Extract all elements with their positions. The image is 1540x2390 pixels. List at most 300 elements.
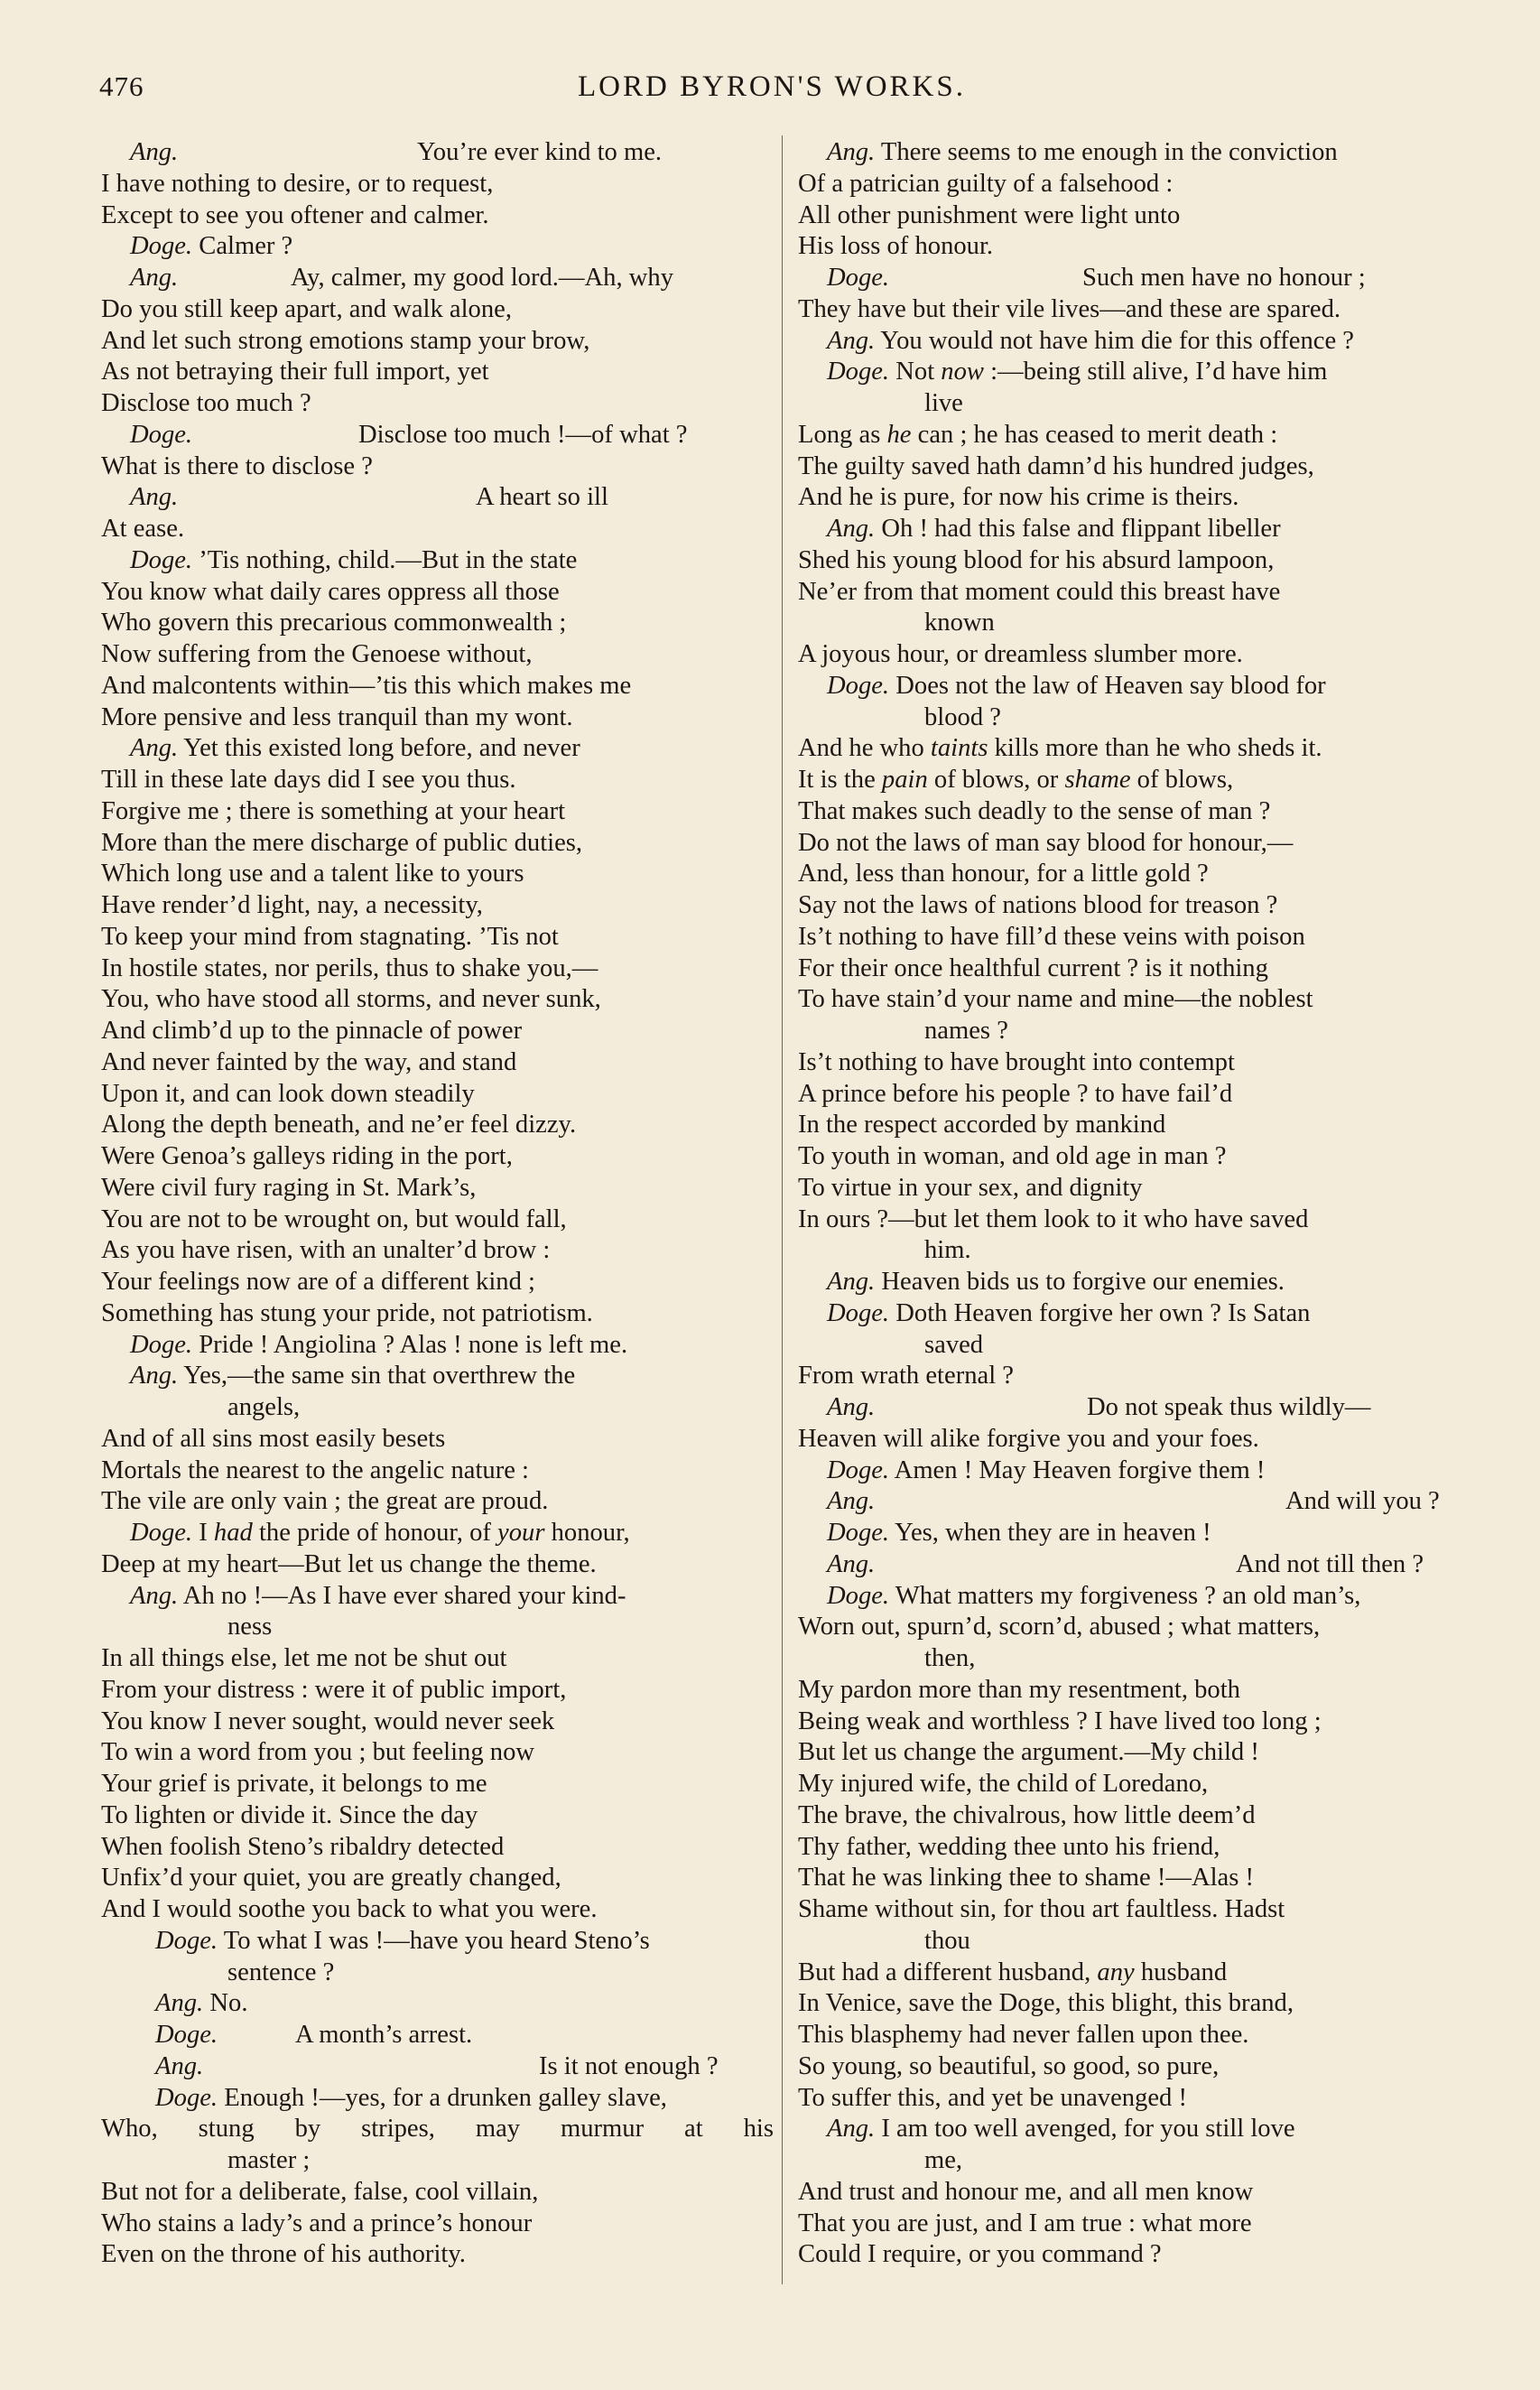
line-text: And of all sins most easily besets: [101, 1424, 446, 1453]
line-text: In ours ?—but let them look to it who have saved: [798, 1204, 1309, 1233]
verse-line: [101, 984, 774, 1016]
line-text: From your distress : were it of public import,: [101, 1675, 567, 1704]
verse-line: [798, 1675, 1480, 1706]
verse-line: [101, 1832, 774, 1864]
line-text: honour,: [544, 1519, 630, 1547]
verse-line: [101, 1047, 774, 1079]
line-text: Is’t nothing to have fill’d these veins with poison: [798, 922, 1305, 951]
line-text: Forgive me ; there is something at your heart: [101, 796, 566, 825]
speaker-name: Doge.: [827, 671, 890, 700]
speaker-name: Ang.: [155, 2051, 204, 2080]
verse-line: [798, 984, 1480, 1016]
line-text: Thy father, wedding thee unto his friend,: [798, 1832, 1220, 1861]
verse-line: [101, 1267, 774, 1298]
line-text: Disclose too much ?: [101, 389, 311, 417]
line-text: Amen ! May Heaven forgive them !: [889, 1455, 1266, 1484]
speaker-name: Doge.: [827, 1455, 890, 1484]
line-text: Disclose too much !—of what ?: [358, 420, 688, 449]
verse-line: [101, 231, 774, 263]
verse-line: [101, 451, 774, 483]
line-text: In hostile states, nor perils, thus to shake you,—: [101, 953, 598, 982]
verse-line: [101, 514, 774, 545]
speaker-name: Ang.: [827, 326, 876, 355]
line-text: From wrath eternal ?: [798, 1362, 1014, 1390]
line-text: To win a word from you ; but feeling now: [101, 1738, 535, 1767]
verse-line: [101, 2051, 774, 2083]
line-text: thou: [924, 1926, 970, 1955]
line-text: of blows,: [1130, 766, 1234, 794]
page-number: 476: [99, 70, 144, 102]
line-text: Shame without sin, for thou art faultless. Hadst: [798, 1895, 1285, 1923]
verse-line: [798, 2145, 1480, 2177]
line-text: What matters my forgiveness ? an old man’s,: [889, 1581, 1361, 1610]
verse-line: [798, 1549, 1480, 1581]
verse-line: [101, 890, 774, 922]
verse-line: [101, 2145, 774, 2177]
verse-line: [101, 922, 774, 953]
line-text: In Venice, save the Doge, this blight, this brand,: [798, 1989, 1294, 2018]
line-text: Such men have no honour ;: [1082, 264, 1366, 292]
line-text: You know what daily cares oppress all those: [101, 577, 560, 606]
line-text: In all things else, let me not be shut out: [101, 1644, 507, 1672]
verse-line: [101, 1863, 774, 1894]
line-text: And never fainted by the way, and stand: [101, 1047, 517, 1076]
line-text: can ; he has ceased to merit death :: [911, 420, 1278, 449]
line-text: :—being still alive, I’d have him: [983, 358, 1328, 386]
emphasis: shame: [1064, 766, 1131, 794]
speaker-name: Doge.: [130, 232, 193, 261]
line-text: Heaven will alike forgive you and your foes.: [798, 1424, 1259, 1453]
verse-line: [101, 137, 774, 169]
verse-line: [798, 1518, 1480, 1549]
running-head: LORD BYRON'S WORKS.: [578, 70, 966, 103]
verse-line: [798, 702, 1480, 734]
line-text: It is the: [798, 766, 882, 794]
line-text: A month’s arrest.: [295, 2021, 473, 2049]
line-text: The guilty saved hath damn’d his hundred judges,: [798, 451, 1314, 480]
verse-line: [798, 1455, 1480, 1487]
line-text: The brave, the chivalrous, how little deem’d: [798, 1800, 1256, 1829]
line-text: Deep at my heart—But let us change the theme.: [101, 1549, 597, 1578]
speaker-name: Doge.: [827, 1581, 890, 1610]
line-text: Doth Heaven forgive her own ? Is Satan: [889, 1298, 1311, 1327]
line-text: And trust and honour me, and all men know: [798, 2177, 1254, 2206]
line-text: Who govern this precarious commonwealth ;: [101, 609, 567, 637]
line-text: the pride of honour, of: [252, 1519, 498, 1547]
verse-line: [101, 357, 774, 388]
line-text: There seems to me enough in the conviction: [875, 138, 1338, 166]
line-text: To virtue in your sex, and dignity: [798, 1173, 1143, 1202]
verse-line: [798, 2051, 1480, 2083]
line-text: To keep your mind from stagnating. ’Tis not: [101, 922, 559, 951]
verse-line: [798, 1706, 1480, 1738]
verse-line: [798, 263, 1480, 294]
verse-line: [798, 2020, 1480, 2051]
line-text: A heart so ill: [476, 483, 608, 512]
line-text: Long as: [798, 420, 887, 449]
verse-line: [798, 796, 1480, 828]
verse-line: [798, 137, 1480, 169]
speaker-name: Doge.: [130, 1519, 193, 1547]
verse-line: [101, 733, 774, 765]
line-text: Even on the throne of his authority.: [101, 2240, 466, 2269]
speaker-name: Ang.: [130, 1581, 179, 1610]
speaker-name: Ang.: [130, 734, 179, 763]
verse-line: [101, 388, 774, 420]
verse-line: [101, 1110, 774, 1141]
line-text: All other punishment were light unto: [798, 200, 1181, 229]
speaker-name: Doge.: [827, 1298, 890, 1327]
verse-line: [798, 514, 1480, 545]
verse-line: [101, 1581, 774, 1613]
line-text: Upon it, and can look down steadily: [101, 1079, 475, 1108]
line-text: live: [924, 389, 963, 417]
verse-line: [101, 796, 774, 828]
verse-line: [798, 1079, 1480, 1111]
line-text: kills more than he who sheds it.: [988, 734, 1322, 763]
line-text: Worn out, spurn’d, scorn’d, abused ; what matters,: [798, 1613, 1321, 1641]
emphasis: taints: [930, 734, 988, 763]
speaker-name: Doge.: [130, 420, 193, 449]
verse-line: [101, 200, 774, 232]
speaker-name: Ang.: [827, 1487, 876, 1516]
verse-line: [101, 482, 774, 514]
verse-line: [798, 1769, 1480, 1800]
verse-line: [798, 1926, 1480, 1958]
line-text: More pensive and less tranquil than my wont.: [101, 702, 573, 731]
verse-line: [101, 2239, 774, 2271]
verse-line: [798, 545, 1480, 577]
verse-line: [798, 1800, 1480, 1832]
line-text: To lighten or divide it. Since the day: [101, 1800, 478, 1829]
line-text: Not: [895, 358, 942, 386]
line-text: This blasphemy had never fallen upon thee.: [798, 2021, 1249, 2049]
line-text: What is there to disclose ?: [101, 451, 373, 480]
verse-line: [798, 1235, 1480, 1267]
speaker-name: Ang.: [827, 515, 876, 543]
verse-line: [798, 765, 1480, 796]
line-text: blood ?: [924, 702, 1001, 731]
line-text: saved: [924, 1330, 984, 1359]
verse-line: [798, 1361, 1480, 1392]
line-text: The vile are only vain ; the great are proud.: [101, 1487, 549, 1516]
emphasis: had: [213, 1519, 253, 1547]
line-text: names ?: [924, 1017, 1008, 1045]
line-text: His loss of honour.: [798, 232, 994, 261]
verse-line: [101, 1706, 774, 1738]
verse-line: [798, 2114, 1480, 2145]
line-text: Were Genoa’s galleys riding in the port,: [101, 1142, 513, 1170]
line-text: Is it not enough ?: [539, 2051, 719, 2080]
verse-line: [101, 1958, 774, 1989]
line-text: Ne’er from that moment could this breast have: [798, 577, 1281, 606]
verse-line: [101, 169, 774, 200]
line-text: A prince before his people ? to have fail’d: [798, 1079, 1233, 1108]
line-text: To youth in woman, and old age in man ?: [798, 1142, 1227, 1170]
verse-line: [798, 1612, 1480, 1643]
verse-line: [798, 482, 1480, 514]
verse-line: [101, 1518, 774, 1549]
verse-line: [101, 326, 774, 358]
line-text: To suffer this, and yet be unavenged !: [798, 2083, 1188, 2112]
verse-line: [798, 1047, 1480, 1079]
line-text: You, who have stood all storms, and never sunk,: [101, 985, 601, 1014]
emphasis: now: [941, 358, 984, 386]
line-text: Pride ! Angiolina ? Alas ! none is left me.: [192, 1330, 628, 1359]
line-text: That you are just, and I am true : what more: [798, 2209, 1252, 2237]
verse-line: [101, 639, 774, 671]
verse-line: [101, 1392, 774, 1424]
line-text: Something has stung your pride, not patriotism.: [101, 1298, 593, 1327]
verse-line: [101, 2114, 774, 2145]
line-text: Heaven bids us to forgive our enemies.: [875, 1268, 1285, 1296]
verse-line: [798, 200, 1480, 232]
verse-line: [101, 1988, 774, 2020]
line-text: Shed his young blood for his absurd lampoon,: [798, 545, 1275, 574]
line-text: As you have risen, with an unalter’d brow :: [101, 1236, 551, 1265]
line-text: Could I require, or you command ?: [798, 2240, 1162, 2269]
verse-line: [101, 1643, 774, 1675]
line-text: Ay, calmer, my good lord.—Ah, why: [291, 264, 674, 292]
line-text: known: [924, 609, 995, 637]
speaker-name: Ang.: [130, 1362, 179, 1390]
verse-line: [101, 2209, 774, 2240]
line-text: Enough !—yes, for a drunken galley slave,: [218, 2083, 667, 2112]
line-text: I: [199, 1519, 214, 1547]
verse-line: [798, 1958, 1480, 1989]
line-text: Yes, when they are in heaven !: [889, 1519, 1211, 1547]
verse-line: [798, 733, 1480, 765]
line-text: Have render’d light, nay, a necessity,: [101, 891, 483, 919]
verse-line: [101, 1675, 774, 1706]
page-header: [99, 70, 1444, 116]
verse-line: [798, 2209, 1480, 2240]
speaker-name: Ang.: [827, 2115, 876, 2144]
verse-line: [798, 231, 1480, 263]
speaker-name: Doge.: [155, 1926, 218, 1955]
line-text: me,: [924, 2146, 963, 2174]
verse-line: [798, 1894, 1480, 1926]
verse-line: [798, 828, 1480, 860]
line-text: Do not speak thus wildly—: [1087, 1393, 1371, 1421]
line-text: And he who: [798, 734, 931, 763]
verse-line: [798, 2083, 1480, 2115]
verse-line: [798, 953, 1480, 985]
verse-line: [101, 545, 774, 577]
line-text: That makes such deadly to the sense of man ?: [798, 796, 1271, 825]
verse-line: [798, 2239, 1480, 2271]
line-text: Say not the laws of nations blood for treason ?: [798, 891, 1278, 919]
line-text: Who, stung by stripes, may murmur at his: [101, 2115, 774, 2144]
verse-line: [101, 1769, 774, 1800]
emphasis: pain: [881, 766, 928, 794]
line-text: Calmer ?: [192, 232, 293, 261]
line-text: I have nothing to desire, or to request,: [101, 169, 494, 198]
line-text: In the respect accorded by mankind: [798, 1111, 1166, 1139]
verse-line: [798, 1141, 1480, 1173]
verse-line: [798, 451, 1480, 483]
line-text: angels,: [227, 1393, 301, 1421]
line-text: Unfix’d your quiet, you are greatly changed,: [101, 1864, 561, 1892]
verse-line: [798, 1110, 1480, 1141]
verse-line: [101, 1204, 774, 1236]
verse-line: [798, 326, 1480, 358]
verse-line: [798, 1330, 1480, 1362]
line-text: Mortals the nearest to the angelic nature :: [101, 1455, 530, 1484]
verse-line: [798, 388, 1480, 420]
verse-line: [798, 859, 1480, 890]
verse-line: [101, 1612, 774, 1643]
verse-line: [798, 577, 1480, 609]
verse-line: [101, 1016, 774, 1047]
line-text: him.: [924, 1236, 971, 1265]
emphasis: he: [886, 420, 912, 449]
line-text: For their once healthful current ? is it nothing: [798, 953, 1268, 982]
speaker-name: Ang.: [827, 1268, 876, 1296]
line-text: A joyous hour, or dreamless slumber more.: [798, 640, 1243, 668]
line-text: Except to see you oftener and calmer.: [101, 200, 489, 229]
line-text: master ;: [227, 2146, 311, 2174]
line-text: Do not the laws of man say blood for honour,—: [798, 828, 1294, 857]
line-text: ’Tis nothing, child.—But in the state: [192, 545, 578, 574]
verse-line: [101, 2083, 774, 2115]
line-text: As not betraying their full import, yet: [101, 358, 489, 386]
verse-line: [798, 1204, 1480, 1236]
verse-line: [798, 357, 1480, 388]
speaker-name: Doge.: [827, 1519, 890, 1547]
verse-line: [101, 1894, 774, 1926]
verse-line: [798, 1486, 1480, 1518]
speaker-name: Ang.: [130, 138, 179, 166]
verse-line: [798, 1267, 1480, 1298]
line-text: I am too well avenged, for you still love: [875, 2115, 1295, 2144]
verse-line: [101, 1486, 774, 1518]
verse-line: [798, 1988, 1480, 2020]
column-divider: [782, 135, 783, 2284]
speaker-name: Ang.: [130, 483, 179, 512]
verse-line: [798, 1392, 1480, 1424]
verse-line: [798, 420, 1480, 451]
verse-line: [101, 671, 774, 702]
verse-line: [798, 1424, 1480, 1455]
line-text: So young, so beautiful, so good, so pure,: [798, 2051, 1220, 2080]
line-text: husband: [1134, 1958, 1228, 1986]
left-column: [101, 137, 774, 2271]
line-text: Your feelings now are of a different kind ;: [101, 1268, 535, 1296]
verse-line: [798, 1832, 1480, 1864]
line-text: Oh ! had this false and flippant libeller: [875, 515, 1281, 543]
verse-line: [101, 420, 774, 451]
verse-line: [101, 1800, 774, 1832]
line-text: To have stain’d your name and mine—the noblest: [798, 985, 1313, 1014]
line-text: More than the mere discharge of public duties,: [101, 828, 583, 857]
line-text: My pardon more than my resentment, both: [798, 1675, 1240, 1704]
verse-line: [798, 922, 1480, 953]
verse-line: [798, 1581, 1480, 1613]
line-text: No.: [203, 1989, 248, 2018]
verse-line: [798, 1016, 1480, 1047]
line-text: Is’t nothing to have brought into contempt: [798, 1047, 1235, 1076]
verse-line: [101, 294, 774, 326]
line-text: My injured wife, the child of Loredano,: [798, 1770, 1209, 1798]
line-text: And malcontents within—’tis this which makes me: [101, 671, 632, 700]
emphasis: your: [497, 1519, 545, 1547]
line-text: Which long use and a talent like to yours: [101, 860, 524, 888]
line-text: At ease.: [101, 515, 185, 543]
verse-line: [101, 1298, 774, 1330]
speaker-name: Doge.: [827, 358, 890, 386]
speaker-name: Ang.: [827, 1549, 876, 1578]
verse-line: [101, 702, 774, 734]
line-text: And he is pure, for now his crime is theirs.: [798, 483, 1239, 512]
speaker-name: Doge.: [130, 545, 193, 574]
line-text: And, less than honour, for a little gold ?: [798, 860, 1209, 888]
line-text: Were civil fury raging in St. Mark’s,: [101, 1173, 477, 1202]
speaker-name: Ang.: [827, 138, 876, 166]
speaker-name: Ang.: [130, 264, 179, 292]
verse-line: [101, 1926, 774, 1958]
verse-line: [101, 1455, 774, 1487]
line-text: Of a patrician guilty of a falsehood :: [798, 169, 1174, 198]
line-text: Do you still keep apart, and walk alone,: [101, 294, 512, 323]
line-text: But not for a deliberate, false, cool villain,: [101, 2177, 539, 2206]
line-text: But let us change the argument.—My child !: [798, 1738, 1259, 1767]
verse-line: [101, 1141, 774, 1173]
line-text: And let such strong emotions stamp your brow,: [101, 326, 590, 355]
speaker-name: Doge.: [130, 1330, 193, 1359]
line-text: ness: [227, 1613, 273, 1641]
verse-line: [101, 828, 774, 860]
verse-line: [101, 765, 774, 796]
verse-line: [101, 2020, 774, 2051]
line-text: Does not the law of Heaven say blood for: [889, 671, 1326, 700]
line-text: Being weak and worthless ? I have lived too long ;: [798, 1706, 1322, 1735]
line-text: Ah no !—As I have ever shared your kind-: [178, 1581, 626, 1610]
line-text: Who stains a lady’s and a prince’s honour: [101, 2209, 533, 2237]
line-text: And not till then ?: [1236, 1549, 1424, 1578]
line-text: Along the depth beneath, and ne’er feel dizzy.: [101, 1111, 577, 1139]
speaker-name: Ang.: [155, 1989, 204, 2018]
line-text: You’re ever kind to me.: [417, 138, 663, 166]
verse-line: [798, 1298, 1480, 1330]
verse-line: [798, 1643, 1480, 1675]
verse-line: [101, 859, 774, 890]
verse-line: [798, 2177, 1480, 2209]
line-text: sentence ?: [227, 1958, 335, 1986]
verse-line: [798, 1737, 1480, 1769]
line-text: Your grief is private, it belongs to me: [101, 1770, 487, 1798]
line-text: And climb’d up to the pinnacle of power: [101, 1017, 523, 1045]
verse-line: [101, 1549, 774, 1581]
emphasis: any: [1097, 1958, 1135, 1986]
speaker-name: Doge.: [155, 2083, 218, 2112]
verse-line: [101, 577, 774, 609]
line-text: You know I never sought, would never seek: [101, 1706, 555, 1735]
line-text: You would not have him die for this offence ?: [875, 326, 1354, 355]
line-text: And I would soothe you back to what you were.: [101, 1895, 598, 1923]
verse-line: [798, 639, 1480, 671]
verse-line: [101, 1361, 774, 1392]
line-text: When foolish Steno’s ribaldry detected: [101, 1832, 505, 1861]
line-text: Yes,—the same sin that overthrew the: [178, 1362, 576, 1390]
verse-line: [101, 1173, 774, 1204]
verse-line: [798, 671, 1480, 702]
verse-line: [798, 1173, 1480, 1204]
verse-line: [101, 263, 774, 294]
verse-line: [798, 1863, 1480, 1894]
line-text: of blows, or: [927, 766, 1065, 794]
line-text: then,: [924, 1644, 976, 1672]
